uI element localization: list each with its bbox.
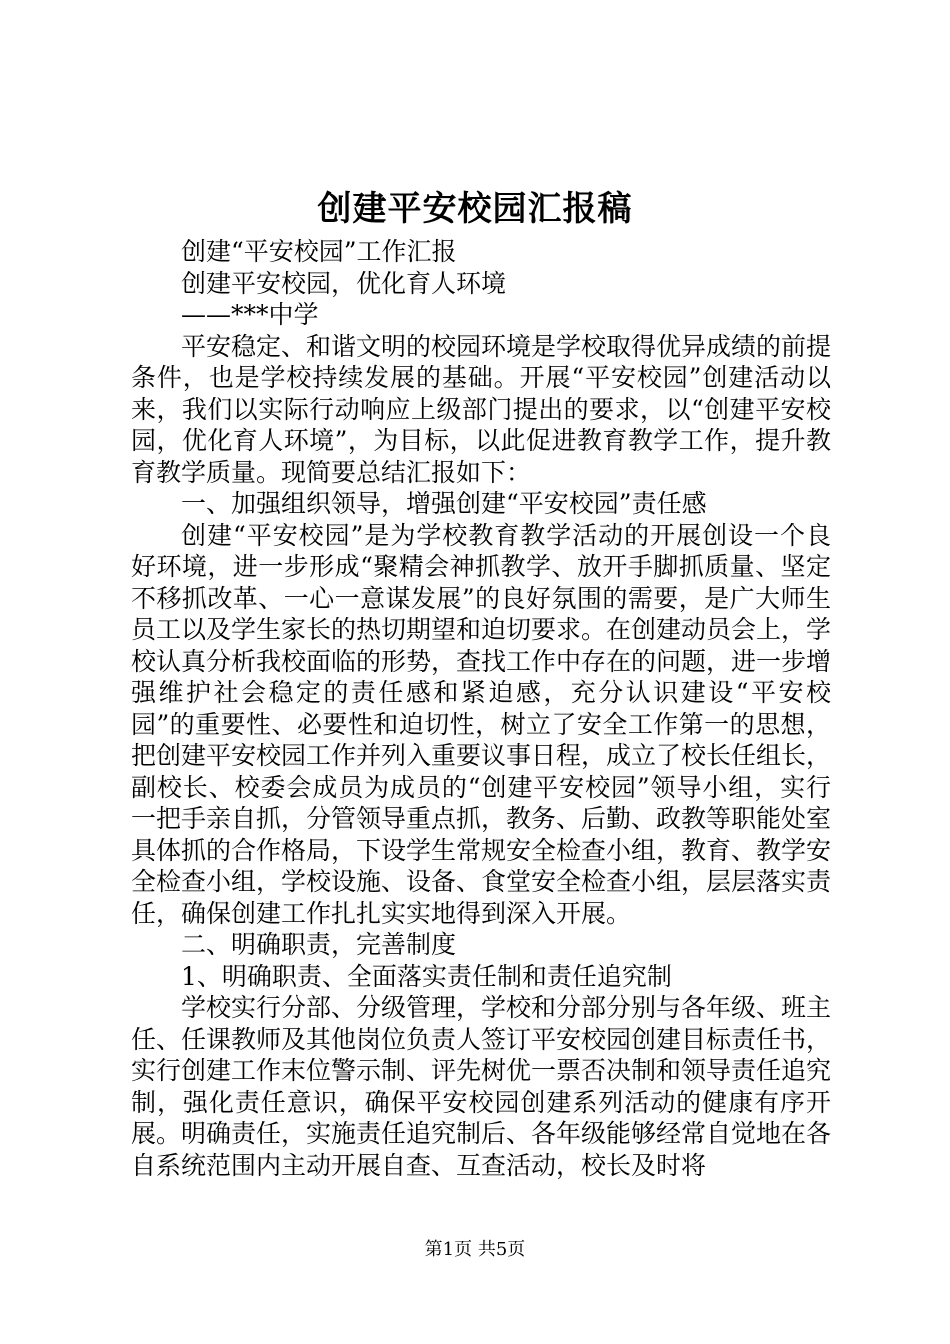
document-title: 创建平安校园汇报稿	[317, 189, 633, 229]
paragraph-section-1-body: 创建“平安校园”是为学校教育教学活动的开展创设一个良好环境，进一步形成“聚精会神抓教学、放开手脚抓质量、坚定不移抓改革、一心一意谋发展”的良好氛围的需要，是广大师生员工以及学生家长的热切期望和迫切要求。在创建动员会上，学校认真分析我校面临的形势，查找工作中存在的问题，进一步增强维护社会稳定的责任感和紧迫感，充分认识建设“平安校园”的重要性、必要性和迫切性，树立了安全工作第一的思想，把创建平安校园工作并列入重要议事日程，成立了校长任组长，副校长、校委会成员为成员的“创建平安校园”领导小组，实行一把手亲自抓，分管领导重点抓，教务、后勤、政教等职能处室具体抓的合作格局，下设学生常规安全检查小组，教育、教学安全检查小组，学校设施、设备、食堂安全检查小组，层层落实责任，确保创建工作扎扎实实地得到深入开展。	[131, 520, 832, 928]
paragraph-introduction: 平安稳定、和谐文明的校园环境是学校取得优异成绩的前提条件，也是学校持续发展的基础。开展“平安校园”创建活动以来，我们以实际行动响应上级部门提出的要求，以“创建平安校园，优化育人环境”，为目标，以此促进教育教学工作，提升教育教学质量。现简要总结汇报如下：	[131, 331, 832, 487]
paragraph-school-name: ——***中学	[181, 300, 319, 329]
subsection-heading-2-1: 1、明确职责、全面落实责任制和责任追究制	[181, 961, 672, 991]
document-body	[131, 236, 831, 1181]
section-heading-1: 一、加强组织领导，增强创建“平安校园”责任感	[181, 489, 707, 518]
paragraph-report-heading: 创建“平安校园”工作汇报	[181, 237, 457, 266]
paragraph-section-2-1-body: 学校实行分部、分级管理，学校和分部分别与各年级、班主任、任课教师及其他岗位负责人签订平安校园创建目标责任书，实行创建工作末位警示制、评先树优一票否决制和领导责任追究制，强化责任意识，确保平安校园创建系列活动的健康有序开展。明确责任，实施责任追究制后、各年级能够经常自觉地在各自系统范围内主动开展自查、互查活动，校长及时将	[131, 993, 832, 1180]
paragraph-subtitle: 创建平安校园，优化育人环境	[181, 268, 507, 298]
page-number-footer: 第1页 共5页	[424, 1239, 526, 1260]
section-heading-2: 二、明确职责，完善制度	[181, 930, 457, 959]
